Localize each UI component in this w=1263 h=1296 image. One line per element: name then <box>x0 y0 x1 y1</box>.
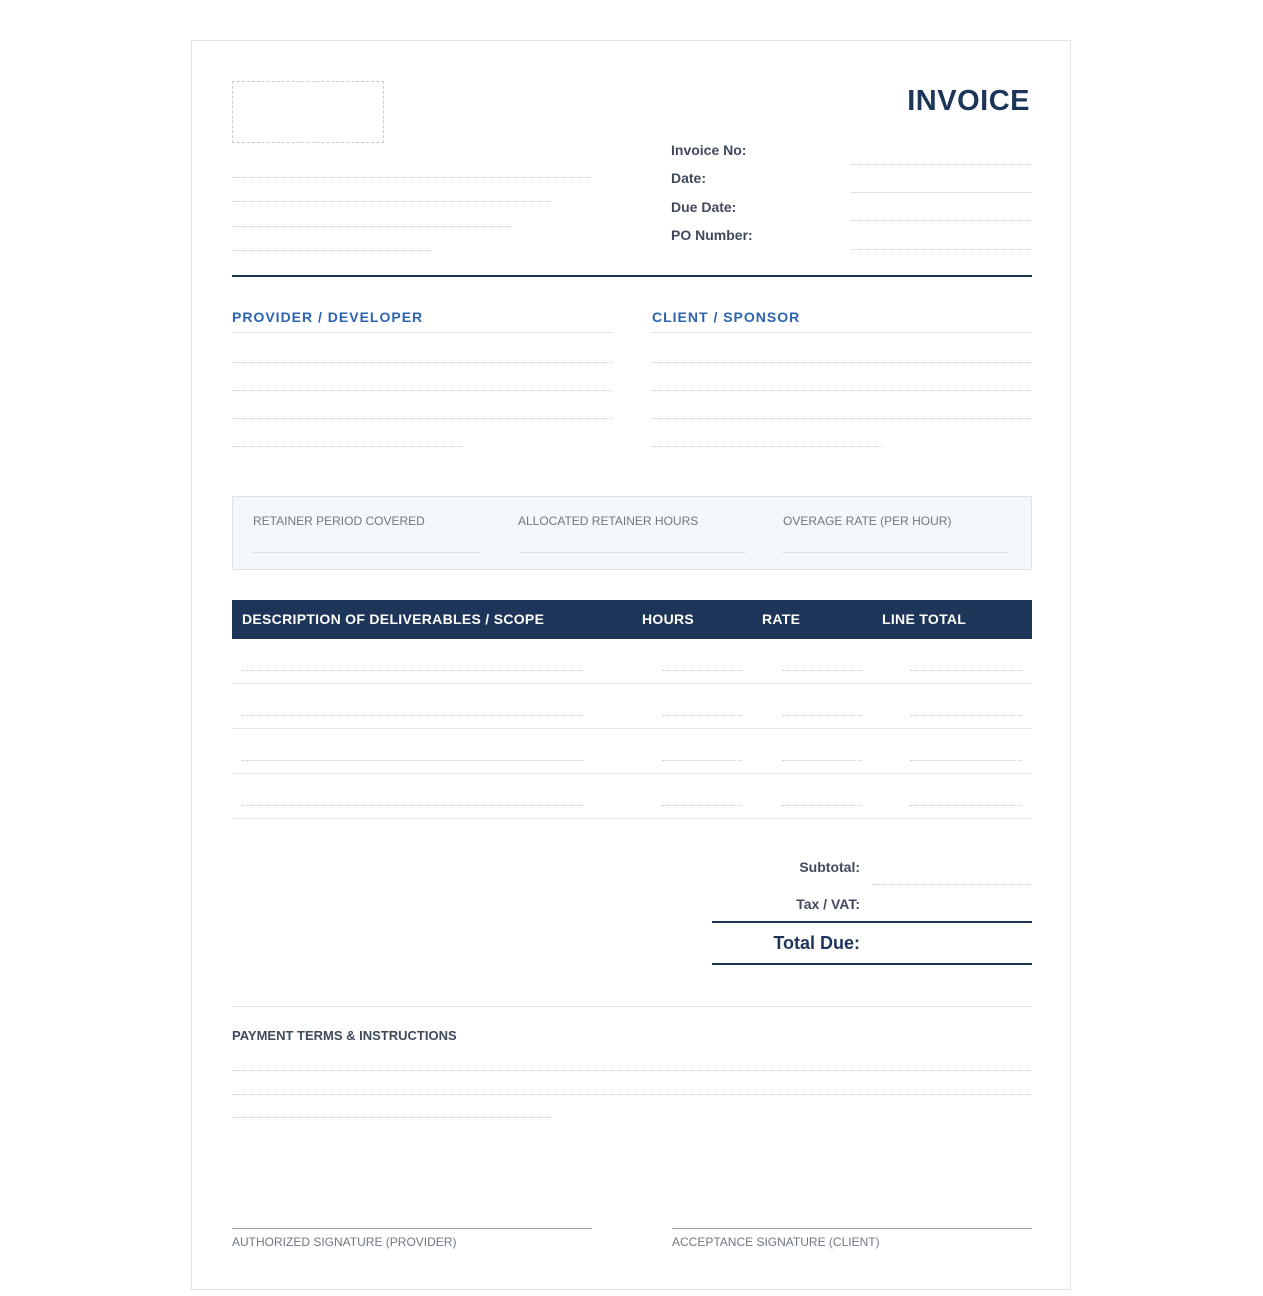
row-rate-field[interactable] <box>782 670 862 671</box>
row-hours-field[interactable] <box>662 715 742 716</box>
logo-placeholder[interactable] <box>232 81 384 143</box>
provider-signature-line[interactable] <box>232 1228 592 1229</box>
provider-line[interactable] <box>232 362 612 363</box>
total-top-rule <box>712 921 1032 923</box>
company-address-line[interactable] <box>232 177 592 178</box>
client-signature-label: ACCEPTANCE SIGNATURE (CLIENT) <box>672 1235 880 1249</box>
payment-divider <box>232 1006 1032 1007</box>
payment-terms-line[interactable] <box>232 1094 1032 1095</box>
company-address-line[interactable] <box>232 201 552 202</box>
row-divider <box>232 773 1032 774</box>
po-number-label: PO Number: <box>671 227 753 243</box>
provider-signature-label: AUTHORIZED SIGNATURE (PROVIDER) <box>232 1235 457 1249</box>
row-description-field[interactable] <box>242 760 584 761</box>
row-total-field[interactable] <box>910 760 1022 761</box>
retainer-period-field[interactable] <box>253 552 480 553</box>
invoice-no-label: Invoice No: <box>671 142 747 158</box>
po-number-field[interactable] <box>851 249 1032 250</box>
row-total-field[interactable] <box>910 670 1022 671</box>
provider-title: PROVIDER / DEVELOPER <box>232 309 424 325</box>
row-divider <box>232 728 1032 729</box>
payment-terms-title: PAYMENT TERMS & INSTRUCTIONS <box>232 1028 457 1043</box>
client-title: CLIENT / SPONSOR <box>652 309 801 325</box>
row-description-field[interactable] <box>242 715 584 716</box>
total-due-label: Total Due: <box>773 933 860 953</box>
client-line[interactable] <box>652 446 882 447</box>
row-divider <box>232 818 1032 819</box>
row-total-field[interactable] <box>910 715 1022 716</box>
due-date-field[interactable] <box>851 220 1032 221</box>
invoice-title: INVOICE <box>907 85 1030 117</box>
total-bottom-rule <box>712 963 1032 965</box>
retainer-hours-label: ALLOCATED RETAINER HOURS <box>518 514 699 528</box>
subtotal-field[interactable] <box>872 884 1032 885</box>
row-hours-field[interactable] <box>662 670 742 671</box>
company-address-line[interactable] <box>232 226 512 227</box>
payment-terms-line[interactable] <box>232 1070 1032 1071</box>
col-line-total: LINE TOTAL <box>882 611 967 627</box>
invoice-no-field[interactable] <box>851 164 1032 165</box>
payment-terms-line[interactable] <box>232 1117 552 1118</box>
company-address-line[interactable] <box>232 250 432 251</box>
client-title-rule <box>652 332 1032 333</box>
subtotal-label: Subtotal: <box>799 859 860 875</box>
date-field[interactable] <box>851 192 1032 193</box>
col-rate: RATE <box>762 611 801 627</box>
provider-title-rule <box>232 332 612 333</box>
date-label: Date: <box>671 170 707 186</box>
retainer-hours-field[interactable] <box>518 552 745 553</box>
provider-line[interactable] <box>232 418 612 419</box>
header-divider <box>232 275 1032 277</box>
due-date-label: Due Date: <box>671 199 737 215</box>
row-description-field[interactable] <box>242 805 584 806</box>
col-hours: HOURS <box>642 611 695 627</box>
row-total-field[interactable] <box>910 805 1022 806</box>
overage-rate-field[interactable] <box>783 552 1010 553</box>
table-header <box>232 600 1032 639</box>
retainer-panel <box>232 496 1032 570</box>
row-hours-field[interactable] <box>662 760 742 761</box>
tax-label: Tax / VAT: <box>796 896 860 912</box>
client-signature-line[interactable] <box>672 1228 1032 1229</box>
retainer-period-label: RETAINER PERIOD COVERED <box>253 514 425 528</box>
row-rate-field[interactable] <box>782 760 862 761</box>
client-line[interactable] <box>652 390 1032 391</box>
row-rate-field[interactable] <box>782 805 862 806</box>
overage-rate-label: OVERAGE RATE (PER HOUR) <box>783 514 952 528</box>
client-line[interactable] <box>652 362 1032 363</box>
invoice-sheet <box>191 40 1071 1290</box>
row-description-field[interactable] <box>242 670 584 671</box>
provider-line[interactable] <box>232 446 462 447</box>
row-rate-field[interactable] <box>782 715 862 716</box>
row-hours-field[interactable] <box>662 805 742 806</box>
client-line[interactable] <box>652 418 1032 419</box>
col-description: DESCRIPTION OF DELIVERABLES / SCOPE <box>242 611 545 627</box>
provider-line[interactable] <box>232 390 612 391</box>
row-divider <box>232 683 1032 684</box>
